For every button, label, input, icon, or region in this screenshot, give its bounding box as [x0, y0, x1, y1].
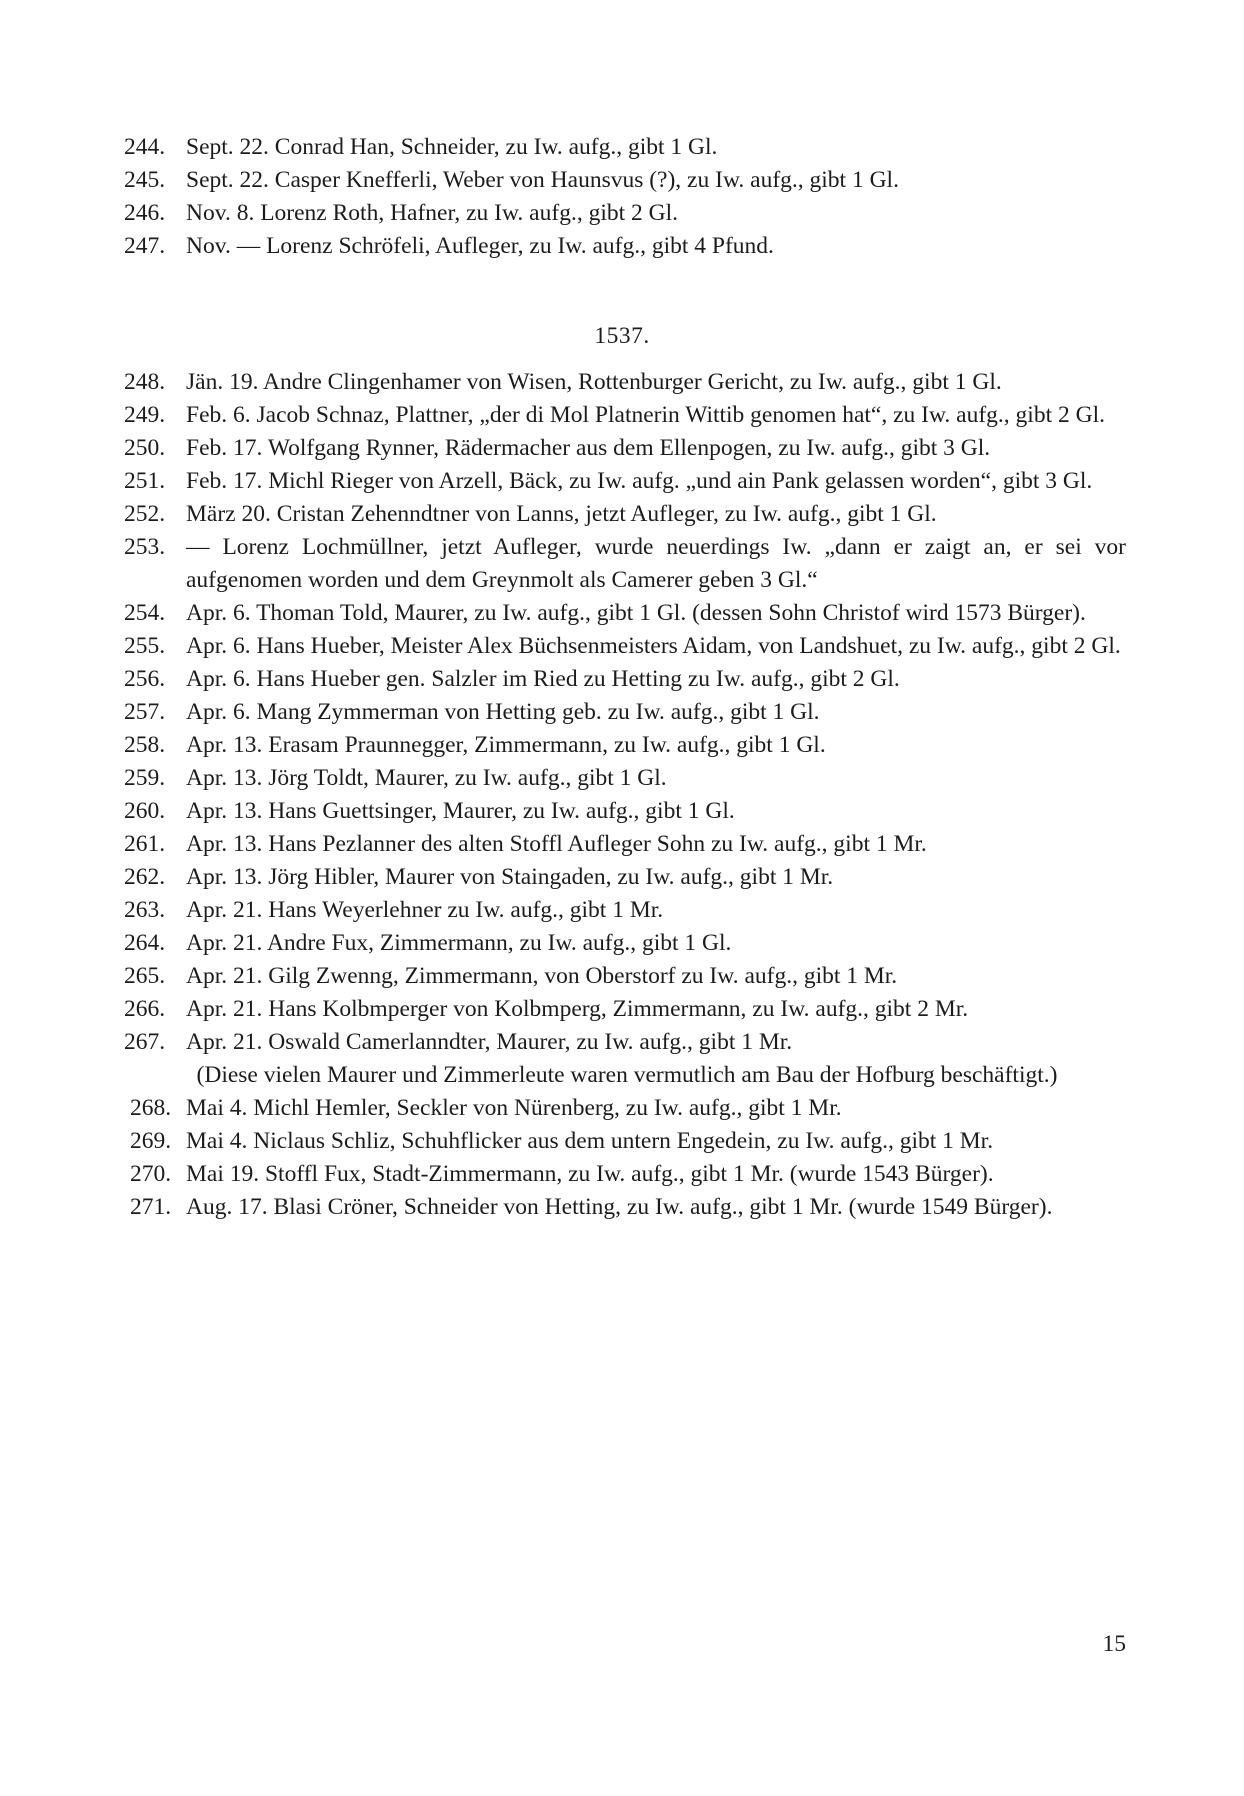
entry-number: 264.	[124, 930, 166, 956]
entry-text: Sept. 22. Casper Knefferli, Weber von Haunsvus (?), zu Iw. aufg., gibt 1 Gl.	[186, 167, 899, 193]
entry-number: 268.	[130, 1095, 172, 1121]
list-item	[124, 498, 1126, 531]
entry-number: 256.	[124, 666, 166, 692]
entry-text: Nov. — Lorenz Schröfeli, Aufleger, zu Iw. aufg., gibt 4 Pfund.	[186, 233, 774, 259]
list-item	[124, 762, 1126, 795]
entry-number: 258.	[124, 732, 166, 758]
entry-text: Mai 4. Niclaus Schliz, Schuhflicker aus dem untern Engedein, zu Iw. aufg., gibt 1 Mr.	[186, 1128, 994, 1154]
list-item	[124, 164, 1126, 197]
entry-text: Apr. 6. Thoman Told, Maurer, zu Iw. aufg., gibt 1 Gl. (dessen Sohn Christof wird 1573 Bürger).	[186, 600, 1086, 626]
list-item	[124, 597, 1126, 630]
entry-text: Nov. 8. Lorenz Roth, Hafner, zu Iw. aufg., gibt 2 Gl.	[186, 200, 678, 226]
entry-text: Apr. 13. Hans Pezlanner des alten Stoffl Aufleger Sohn zu Iw. aufg., gibt 1 Mr.	[186, 831, 927, 857]
entries-1537-section	[124, 366, 1126, 1224]
list-item	[124, 696, 1126, 729]
entry-text: Apr. 21. Oswald Camerlanndter, Maurer, zu Iw. aufg., gibt 1 Mr.	[186, 1029, 793, 1055]
entry-number: 257.	[124, 699, 166, 725]
list-item	[124, 230, 1126, 263]
entry-text: Mai 19. Stoffl Fux, Stadt-Zimmermann, zu Iw. aufg., gibt 1 Mr. (wurde 1543 Bürger).	[186, 1161, 994, 1187]
entry-text: Apr. 13. Hans Guettsinger, Maurer, zu Iw. aufg., gibt 1 Gl.	[186, 798, 735, 824]
entry-text: Apr. 13. Jörg Toldt, Maurer, zu Iw. aufg., gibt 1 Gl.	[186, 765, 667, 791]
entry-number: 269.	[130, 1128, 172, 1154]
list-item	[124, 432, 1126, 465]
list-item	[124, 1158, 1126, 1191]
entry-number: 263.	[124, 897, 166, 923]
entry-text: Aug. 17. Blasi Cröner, Schneider von Hetting, zu Iw. aufg., gibt 1 Mr. (wurde 1549 Bürger).	[186, 1194, 1053, 1220]
entry-text: Apr. 6. Hans Hueber gen. Salzler im Ried zu Hetting zu Iw. aufg., gibt 2 Gl.	[186, 666, 900, 692]
list-item	[124, 399, 1126, 432]
entry-number: 247.	[124, 233, 166, 259]
entry-number: 249.	[124, 402, 166, 428]
list-item	[124, 1026, 1126, 1059]
entry-number: 266.	[124, 996, 166, 1022]
entry-text: Apr. 6. Hans Hueber, Meister Alex Büchsenmeisters Aidam, von Landshuet, zu Iw. aufg., gibt 2 Gl.	[186, 633, 1121, 659]
list-item	[124, 531, 1126, 597]
entry-text: Apr. 6. Mang Zymmerman von Hetting geb. zu Iw. aufg., gibt 1 Gl.	[186, 699, 820, 725]
entry-text: Apr. 21. Hans Kolbmperger von Kolbmperg, Zimmermann, zu Iw. aufg., gibt 2 Mr.	[186, 996, 969, 1022]
list-item	[124, 465, 1126, 498]
entry-number: 262.	[124, 864, 166, 890]
year-heading: 1537.	[594, 323, 650, 349]
entry-text: Feb. 17. Michl Rieger von Arzell, Bäck, zu Iw. aufg. „und ain Pank gelassen worden“, gibt 3 Gl.	[186, 468, 1093, 494]
list-item	[124, 927, 1126, 960]
entry-number: 254.	[124, 600, 166, 626]
entry-text: Feb. 6. Jacob Schnaz, Plattner, „der di Mol Platnerin Wittib genomen hat“, zu Iw. aufg., gibt 2 Gl.	[186, 402, 1105, 428]
entry-number: 253.	[124, 534, 166, 560]
entry-number: 248.	[124, 369, 166, 395]
entry-text: Apr. 13. Erasam Praunnegger, Zimmermann, zu Iw. aufg., gibt 1 Gl.	[186, 732, 826, 758]
list-item	[124, 861, 1126, 894]
list-item	[124, 1092, 1126, 1125]
entry-text: — Lorenz Lochmüllner, jetzt Aufleger, wurde neuerdings Iw. „dann er zaigt an, er sei vor aufgenomen worden und dem Greynmolt als Camerer geben 3 Gl.“	[186, 534, 1126, 593]
entry-number: 246.	[124, 200, 166, 226]
entry-number: 245.	[124, 167, 166, 193]
entry-number: 265.	[124, 963, 166, 989]
entry-number: 271.	[130, 1194, 172, 1220]
entry-text: Apr. 21. Gilg Zwenng, Zimmermann, von Oberstorf zu Iw. aufg., gibt 1 Mr.	[186, 963, 898, 989]
entry-number: 270.	[130, 1161, 172, 1187]
list-item	[124, 366, 1126, 399]
page-number: 15	[1102, 1631, 1126, 1657]
entry-text: Jän. 19. Andre Clingenhamer von Wisen, Rottenburger Gericht, zu Iw. aufg., gibt 1 Gl.	[186, 369, 1002, 395]
list-item	[124, 828, 1126, 861]
entries-1536-section	[124, 131, 1126, 263]
entry-number: 267.	[124, 1029, 166, 1055]
entry-number: 261.	[124, 831, 166, 857]
entry-number: 259.	[124, 765, 166, 791]
entry-text: Feb. 17. Wolfgang Rynner, Rädermacher aus dem Ellenpogen, zu Iw. aufg., gibt 3 Gl.	[186, 435, 991, 461]
entry-number: 260.	[124, 798, 166, 824]
list-item	[124, 795, 1126, 828]
entry-number: 252.	[124, 501, 166, 527]
entry-number: 251.	[124, 468, 166, 494]
entry-text: Apr. 21. Hans Weyerlehner zu Iw. aufg., gibt 1 Mr.	[186, 897, 664, 923]
entry-text: Mai 4. Michl Hemler, Seckler von Nürenberg, zu Iw. aufg., gibt 1 Mr.	[186, 1095, 842, 1121]
list-item	[124, 1125, 1126, 1158]
list-item	[124, 197, 1126, 230]
entry-number: 244.	[124, 134, 166, 160]
entry-text: März 20. Cristan Zehenndtner von Lanns, jetzt Aufleger, zu Iw. aufg., gibt 1 Gl.	[186, 501, 937, 527]
entry-text: Sept. 22. Conrad Han, Schneider, zu Iw. aufg., gibt 1 Gl.	[186, 134, 718, 160]
editorial-note: (Diese vielen Maurer und Zimmerleute waren vermutlich am Bau der Hofburg beschäftigt.)	[196, 1062, 1058, 1088]
entry-number: 255.	[124, 633, 166, 659]
entry-number: 250.	[124, 435, 166, 461]
list-item	[124, 960, 1126, 993]
list-item	[124, 663, 1126, 696]
list-item	[124, 894, 1126, 927]
list-item	[124, 729, 1126, 762]
list-item	[124, 1191, 1126, 1224]
list-item	[124, 630, 1126, 663]
list-item	[124, 993, 1126, 1026]
entry-text: Apr. 13. Jörg Hibler, Maurer von Staingaden, zu Iw. aufg., gibt 1 Mr.	[186, 864, 834, 890]
list-item	[124, 131, 1126, 164]
entry-text: Apr. 21. Andre Fux, Zimmermann, zu Iw. aufg., gibt 1 Gl.	[186, 930, 732, 956]
